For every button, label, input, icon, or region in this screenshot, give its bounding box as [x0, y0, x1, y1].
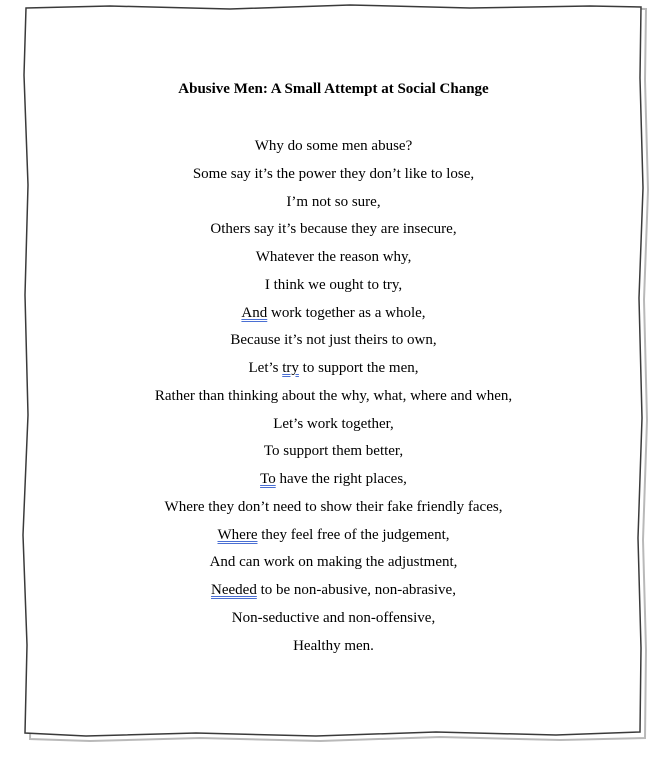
- poem-line: [26, 272, 641, 300]
- poem-line-prefix: Let’s: [248, 360, 283, 376]
- poem-line: [26, 605, 641, 633]
- spellcheck-flagged-word[interactable]: Where: [217, 526, 258, 543]
- poem-line: [26, 466, 641, 494]
- poem-line: [26, 411, 641, 439]
- spellcheck-flagged-word[interactable]: And: [241, 304, 268, 321]
- spellcheck-flagged-word[interactable]: Needed: [211, 582, 257, 598]
- poem-line-text: Because it’s not just theirs to own,: [230, 332, 437, 349]
- poem-line: [26, 161, 641, 189]
- poem-line: [26, 300, 641, 328]
- spellcheck-flagged-word[interactable]: To: [260, 471, 276, 487]
- poem-line-text: And can work on making the adjustment,: [209, 554, 458, 571]
- poem-line: [26, 133, 641, 161]
- poem-line-text: have the right places,: [275, 471, 407, 487]
- poem-line: [26, 327, 641, 355]
- poem-line-text: Others say it’s because they are insecure,: [210, 221, 457, 238]
- poem-line: [26, 633, 641, 661]
- poem-line-text: Why do some men abuse?: [254, 138, 413, 154]
- poem-line-text: Rather than thinking about the why, what, where and when,: [154, 387, 513, 404]
- poem-title: Abusive Men: A Small Attempt at Social Change: [178, 81, 489, 98]
- poem-line: [26, 383, 641, 411]
- poem-line-text: Whatever the reason why,: [255, 249, 412, 265]
- poem-line: [26, 244, 641, 272]
- poem-line: [26, 216, 641, 244]
- poem-line: [26, 355, 641, 383]
- spellcheck-flagged-word[interactable]: try: [282, 360, 299, 376]
- poem-line-text: work together as a whole,: [267, 304, 426, 321]
- poem-line-text: To support them better,: [263, 443, 404, 460]
- poem-line: [26, 549, 641, 577]
- poem-line-text: Let’s work together,: [273, 415, 394, 432]
- document-page: [26, 20, 641, 730]
- poem-line: [26, 577, 641, 605]
- poem-line-text: Where they don’t need to show their fake friendly faces,: [164, 498, 503, 515]
- poem-line-text: I’m not so sure,: [286, 193, 381, 210]
- poem-body: [26, 133, 641, 660]
- poem-line-text: Non-seductive and non-offensive,: [231, 609, 436, 626]
- poem-line-text: to support the men,: [298, 360, 419, 376]
- poem-line-text: Healthy men.: [293, 637, 374, 654]
- poem-line: [26, 522, 641, 550]
- poem-line-text: they feel free of the judgement,: [257, 526, 450, 543]
- poem-line: [26, 438, 641, 466]
- poem-line: [26, 189, 641, 217]
- poem-line-text: Some say it’s the power they don’t like to lose,: [192, 165, 475, 182]
- poem-line-text: I think we ought to try,: [264, 276, 403, 293]
- poem-line-text: to be non-abusive, non-abrasive,: [256, 582, 456, 598]
- poem-line: [26, 494, 641, 522]
